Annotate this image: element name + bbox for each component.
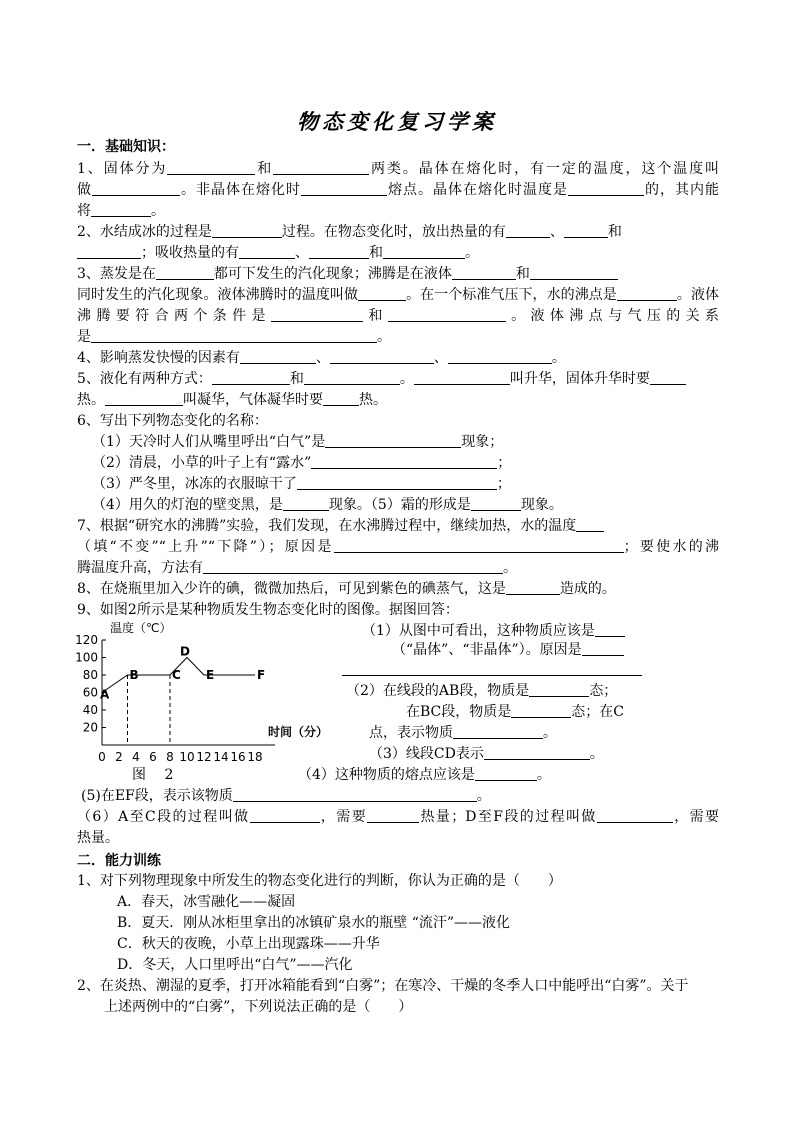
point-label-a: A	[100, 687, 110, 702]
q9-p1-line3	[342, 661, 642, 679]
x-tick-label: 4	[132, 750, 140, 764]
chart-xlabel: 时间（分）	[268, 725, 329, 739]
q9-p1-line2: （“晶体”、“非晶体”）。原因是	[392, 641, 624, 659]
answer-blank[interactable]	[582, 641, 624, 656]
q7-line2: （填“不变”“上升”“下降”）；原因是 ；要使水的沸	[77, 539, 719, 555]
q1-line3: 将 。	[77, 203, 165, 219]
answer-blank[interactable]	[309, 244, 369, 259]
x-tick-label: 16	[230, 750, 246, 764]
answer-blank[interactable]	[250, 808, 320, 823]
t1-option-d[interactable]: D．冬天，人口里呼出“白气”——汽化	[117, 957, 353, 973]
answer-blank[interactable]	[271, 307, 363, 322]
q1-line1: 1、固体分为 和 两类。晶体在熔化时，有一定的温度，这个温度叫	[77, 161, 719, 177]
point-label-c: C	[172, 668, 181, 682]
figure-caption: 图 2	[132, 767, 174, 783]
section-ability-training: 二．能力训练	[77, 853, 161, 869]
section-basic-knowledge: 一．基础知识：	[77, 139, 175, 155]
x-tick-label: 10	[179, 750, 195, 764]
answer-blank[interactable]	[311, 454, 497, 469]
t1-option-b[interactable]: B．夏天．刚从冰柜里拿出的冰镇矿泉水的瓶壁 “流汗”——液化	[117, 915, 511, 931]
answer-blank[interactable]	[334, 538, 624, 553]
answer-blank[interactable]	[388, 307, 506, 322]
q1-line2: 做 。非晶体在熔化时 熔点。晶体在熔化时温度是 的，其内能	[77, 182, 719, 198]
answer-blank[interactable]	[475, 766, 537, 781]
t1-head: 1、对下列物理现象中所发生的物态变化进行的判断，你认为正确的是（ ）	[77, 873, 562, 889]
q6-head: 6、写出下列物态变化的名称：	[77, 413, 268, 429]
answer-blank[interactable]	[91, 202, 151, 217]
answer-blank[interactable]	[304, 370, 400, 385]
q2-line2: ；吸收热量的有 、 和 。	[77, 244, 479, 262]
x-tick-label: 0	[98, 750, 106, 764]
y-tick-label: 20	[82, 720, 98, 735]
answer-blank[interactable]	[283, 496, 329, 511]
temperature-time-chart	[72, 614, 329, 764]
answer-blank[interactable]	[506, 223, 550, 238]
q9-p2-line1: （2）在线段的AB段，物质是 态；	[346, 683, 618, 699]
x-tick-label: 12	[196, 750, 212, 764]
y-tick-label: 80	[82, 668, 98, 682]
q6-item1: （1）天冷时人们从嘴里呼出“白气”是 现象；	[92, 434, 504, 450]
answer-blank[interactable]	[342, 661, 642, 676]
answer-blank[interactable]	[568, 181, 644, 196]
q2-line1: 2、水结成冰的过程是 过程。在物态变化时，放出热量的有 、 和	[77, 224, 622, 240]
answer-blank[interactable]	[212, 223, 282, 238]
t2-line1: 2、在炎热、潮湿的夏季，打开冰箱能看到“白雾”；在寒冷、干燥的冬季人口中能呼出“白雾”。关于	[77, 978, 689, 994]
answer-blank[interactable]	[105, 391, 183, 406]
answer-blank[interactable]	[484, 745, 590, 760]
q9-p1-line1: （1）从图中可看出，这种物质应该是	[362, 622, 625, 640]
answer-blank[interactable]	[511, 703, 571, 718]
answer-blank[interactable]	[367, 808, 419, 823]
answer-blank[interactable]	[506, 580, 560, 595]
answer-blank[interactable]	[91, 328, 377, 343]
answer-blank[interactable]	[453, 724, 543, 739]
answer-blank[interactable]	[233, 787, 477, 802]
q8-line: 8、在烧瓶里加入少许的碘，微微加热后，可见到紫色的碘蒸气，这是 造成的。	[77, 581, 616, 597]
chart-points	[100, 645, 265, 702]
q3-line4: 是 。	[77, 329, 391, 345]
answer-blank[interactable]	[240, 349, 316, 364]
answer-blank[interactable]	[383, 244, 465, 259]
t1-option-c[interactable]: C．秋天的夜晚，小草上出现露珠——升华	[117, 936, 380, 952]
answer-blank[interactable]	[156, 265, 214, 280]
q4-line: 4、影响蒸发快慢的因素有 、 、 。	[77, 350, 566, 366]
q7-line3: 腾温度升高，方法有 。	[77, 560, 517, 576]
q6-item3: （3）严冬里，冰冻的衣服晾干了 ；	[92, 476, 511, 492]
answer-blank[interactable]	[77, 244, 141, 259]
q5-line1: 5、液化有两种方式： 和 。 叫升华，固体升华时要	[77, 370, 686, 388]
q9-head: 9、如图2所示是某种物质发生物态变化时的图像。据图回答：	[77, 602, 459, 618]
answer-blank[interactable]	[297, 475, 497, 490]
answer-blank[interactable]	[358, 286, 406, 301]
q9-p4: （4）这种物质的熔点应该是 。	[298, 767, 551, 783]
y-tick-label: 60	[82, 685, 98, 700]
answer-blank[interactable]	[203, 559, 503, 574]
x-tick-label: 18	[247, 750, 263, 764]
q3-line1: 3、蒸发是在 都可下发生的汽化现象；沸腾是在液体 和	[77, 265, 618, 283]
answer-blank[interactable]	[650, 370, 686, 385]
q6-item4: （4）用久的灯泡的壁变黑，是 现象。（5）霜的形成是 现象。	[92, 497, 563, 513]
answer-blank[interactable]	[597, 808, 673, 823]
answer-blank[interactable]	[452, 265, 516, 280]
y-tick-label: 100	[75, 650, 98, 665]
t2-line2: 上述两例中的“白雾”，下列说法正确的是（ ）	[104, 999, 413, 1015]
t1-option-a[interactable]: A．春天，冰雪融化——凝固	[117, 894, 296, 910]
answer-blank[interactable]	[595, 622, 625, 637]
answer-blank[interactable]	[330, 349, 434, 364]
q9-p2-line2: 在BC段，物质是 态；在C	[406, 704, 624, 720]
y-tick-label: 120	[75, 633, 98, 647]
answer-blank[interactable]	[414, 370, 510, 385]
x-tick-label: 14	[213, 750, 229, 764]
answer-blank[interactable]	[301, 181, 387, 196]
x-tick-label: 8	[166, 750, 174, 764]
q3-line2: 同时发生的汽化现象。液体沸腾时的温度叫做 。在一个标准气压下，水的沸点是 。液体	[77, 287, 720, 303]
page-title: 物态变化复习学案	[297, 109, 497, 134]
chart-ylabel: 温度（℃）	[110, 621, 172, 635]
point-label-f: F	[257, 668, 266, 682]
answer-blank[interactable]	[212, 370, 290, 385]
answer-blank[interactable]	[92, 181, 180, 196]
point-label-e: E	[206, 668, 215, 682]
x-tick-label: 6	[149, 750, 157, 764]
q5-line2: 热。 叫凝华，气体凝华时要 热。	[77, 392, 387, 408]
answer-blank[interactable]	[617, 286, 677, 301]
q6-item2: （2）清晨，小草的叶子上有“露水” ；	[92, 455, 512, 471]
q9-p6-line2: 热量。	[77, 830, 119, 846]
answer-blank[interactable]	[325, 433, 461, 448]
q9-p5: (5)在EF段，表示该物质 。	[81, 788, 491, 804]
q9-p2-line3: 点，表示物质 。	[369, 725, 557, 741]
q3-line3: 沸腾要符合两个条件是 和 。液体沸点与气压的关系	[77, 308, 720, 324]
answer-blank[interactable]	[167, 160, 255, 175]
answer-blank[interactable]	[448, 349, 552, 364]
answer-blank[interactable]	[239, 244, 295, 259]
y-tick-label: 40	[82, 703, 98, 717]
q9-p3: （3）线段CD表示 。	[369, 746, 604, 762]
q9-p6-line1: （6）A至C段的过程叫做 ，需要 热量；D至F段的过程叫做 ，需要	[77, 809, 720, 825]
point-label-d: D	[180, 644, 190, 659]
answer-blank[interactable]	[530, 265, 618, 280]
q7-line1: 7、根据“研究水的沸腾”实验，我们发现，在水沸腾过程中，继续加热，水的温度	[77, 517, 604, 535]
x-tick-label: 2	[115, 750, 123, 764]
point-label-b: B	[129, 668, 139, 682]
answer-blank[interactable]	[471, 496, 521, 511]
answer-blank[interactable]	[323, 391, 359, 406]
answer-blank[interactable]	[529, 682, 589, 697]
answer-blank[interactable]	[576, 517, 604, 532]
answer-blank[interactable]	[273, 160, 369, 175]
chart-guides	[128, 675, 171, 745]
answer-blank[interactable]	[564, 223, 608, 238]
